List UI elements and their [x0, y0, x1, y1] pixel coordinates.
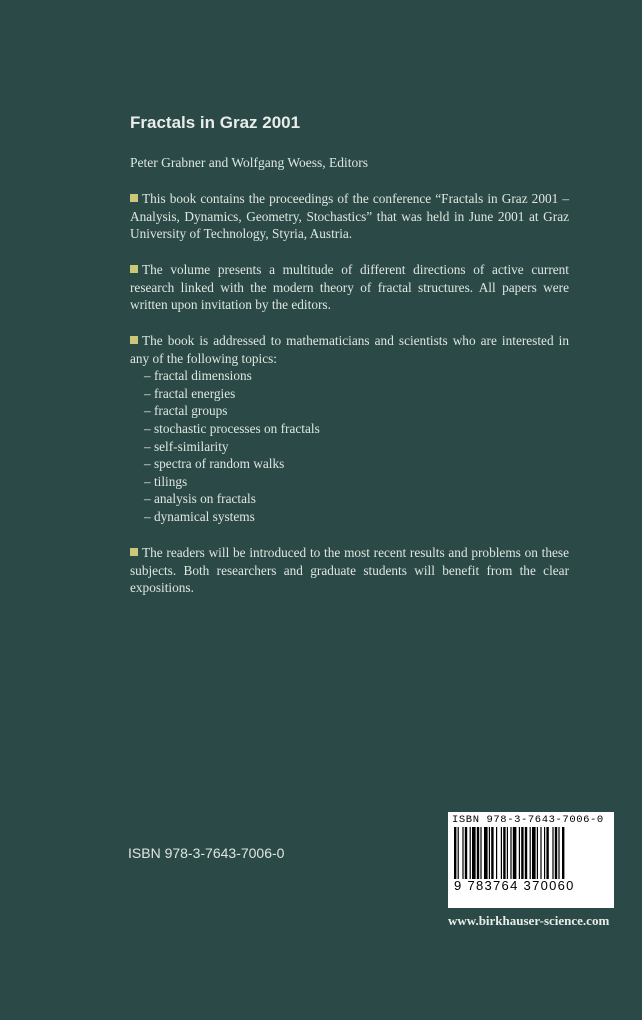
barcode-bar — [532, 827, 536, 879]
topics-list — [130, 367, 569, 525]
topic-item: – fractal energies — [144, 385, 236, 401]
paragraph-volume — [130, 261, 569, 314]
barcode-isbn-label: ISBN 978-3-7643-7006-0 — [452, 814, 604, 826]
paragraph-proceedings — [130, 190, 569, 243]
editors-line: Peter Grabner and Wolfgang Woess, Editors — [130, 155, 369, 170]
barcode-bar — [530, 827, 531, 879]
paragraph-text: The book is addressed to mathematicians and scientists who are interested in any of the following topics: — [130, 333, 569, 366]
barcode-bar — [555, 827, 557, 879]
barcode-bar — [525, 827, 527, 879]
barcode-digits: 9 783764 370060 — [454, 878, 575, 893]
barcode-bar — [558, 827, 559, 879]
barcode-bar — [454, 827, 456, 879]
paragraph-audience — [130, 332, 569, 526]
isbn-number: ISBN 978-3-7643-7006-0 — [128, 845, 285, 861]
barcode-bar — [462, 827, 463, 879]
barcode-bar — [458, 827, 459, 879]
barcode-bar — [510, 827, 511, 879]
barcode-bar — [513, 827, 517, 879]
barcode-bar — [537, 827, 538, 879]
topic-item: – fractal dimensions — [144, 368, 252, 384]
barcode-bar — [477, 827, 479, 879]
barcode-bar — [501, 827, 502, 879]
barcode-bar — [519, 827, 520, 879]
barcode — [448, 812, 614, 908]
topic-item: – self-similarity — [144, 438, 229, 454]
barcode-bar — [491, 827, 493, 879]
topic-item: – tilings — [144, 473, 188, 489]
square-bullet-icon — [130, 336, 138, 344]
barcode-bar — [503, 827, 505, 879]
square-bullet-icon — [130, 548, 138, 556]
barcode-bar — [484, 827, 488, 879]
square-bullet-icon — [130, 265, 138, 273]
barcode-bar — [507, 827, 508, 879]
publisher-website: www.birkhauser-science.com — [448, 913, 610, 928]
barcode-bar — [540, 827, 541, 879]
barcode-bar — [544, 827, 545, 879]
barcode-bar — [465, 827, 467, 879]
topic-item: – dynamical systems — [144, 508, 255, 524]
topic-item: – spectra of random walks — [144, 456, 285, 472]
barcode-bar — [470, 827, 471, 879]
barcode-bar — [521, 827, 523, 879]
barcode-bar — [546, 827, 548, 879]
paragraph-text: The volume presents a multitude of different directions of active current research linked with the modern theory of fractal structures. All papers were written upon invitation by the editors. — [130, 262, 569, 313]
barcode-bar — [552, 827, 553, 879]
topic-item: – fractal groups — [144, 403, 228, 419]
square-bullet-icon — [130, 194, 138, 202]
barcode-bars-icon — [452, 827, 610, 879]
book-title: Fractals in Graz 2001 — [130, 113, 301, 132]
barcode-bar — [496, 827, 497, 879]
barcode-bar — [472, 827, 476, 879]
topic-item: – analysis on fractals — [144, 491, 256, 507]
topic-item: – stochastic processes on fractals — [144, 420, 320, 436]
paragraph-readers — [130, 544, 569, 597]
barcode-bar — [562, 827, 564, 879]
paragraph-text: This book contains the proceedings of the conference “Fractals in Graz 2001 – Analysis, Dynamics, Geometry, Stochastics” that was held in June 2001 at Graz University of Technology, Styria, Austria. — [130, 191, 569, 242]
barcode-bar — [480, 827, 481, 879]
paragraph-text: The readers will be introduced to the most recent results and problems on these subjects. Both researchers and graduate students will benefit from the clear expositions. — [130, 545, 569, 596]
barcode-bar — [489, 827, 490, 879]
